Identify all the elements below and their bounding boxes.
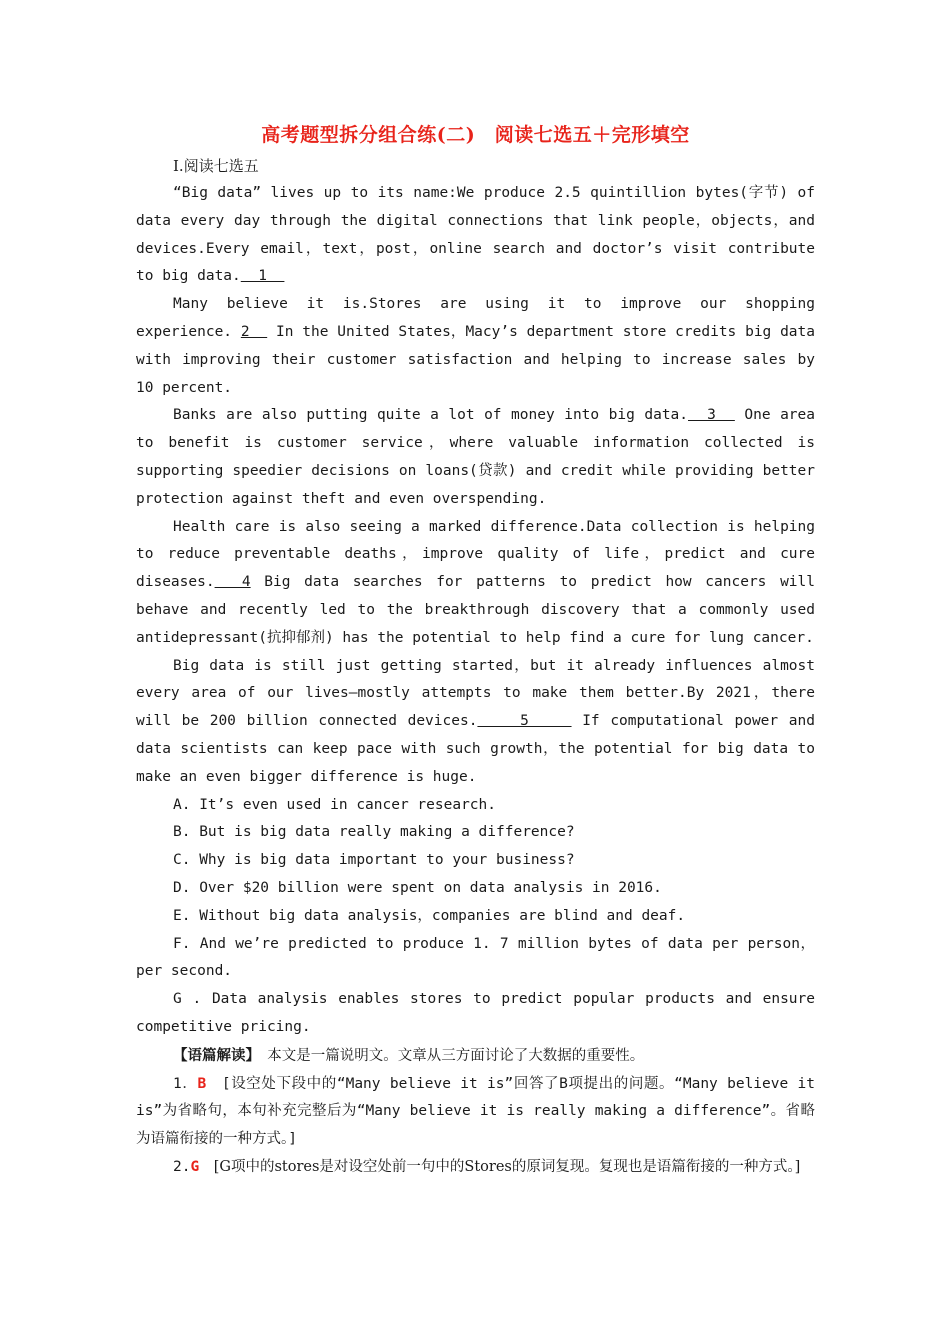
blank-2: 2 <box>240 323 268 340</box>
section-heading: Ⅰ.阅读七选五 <box>173 157 259 175</box>
answer-explanation: [设空处下段中的“Many believe it is”回答了B项提出的问题。“Many believe it is”为省略句，本句补充完整后为“Many believe it is really making a difference”。省略为语篇衔接的一种方式。] <box>136 1075 816 1148</box>
passage-paragraph-2 <box>136 291 815 402</box>
paragraph-text: “Big data” lives up to its name:We produce 2.5 quintillion bytes(字节) of data every day through the digital connections that link people，objects，and devices.Every email，text，post，online search and doctor’s visit contribute to big data. <box>136 185 815 285</box>
answer-1 <box>136 1071 815 1154</box>
answer-letter: G <box>190 1158 200 1175</box>
option-b: B. But is big data really making a difference? <box>173 824 575 841</box>
document-page <box>136 118 815 1182</box>
passage-paragraph-5 <box>136 653 815 792</box>
blank-1: 1 <box>240 268 285 285</box>
analysis-summary <box>136 1042 815 1071</box>
option-a: A. It’s even used in cancer research. <box>173 796 497 813</box>
option-f: F. And we’re predicted to produce 1. 7 million bytes of data per person，per second. <box>136 935 815 980</box>
paragraph-text: Big data is still just getting started，but it already influences almost every area of our lives—mostly attempts to make them better.By 2021，there will be 200 billion connected devices. <box>136 657 815 730</box>
option-e: E. Without big data analysis，companies are blind and deaf. <box>173 907 686 924</box>
analysis-summary-text: 本文是一篇说明文。文章从三方面讨论了大数据的重要性。 <box>252 1047 645 1064</box>
option-d: D. Over $20 billion were spent on data analysis in 2016. <box>173 879 662 896</box>
blank-4: 4 <box>214 574 251 591</box>
blank-3: 3 <box>688 407 735 424</box>
analysis-label: 【语篇解读】 <box>173 1046 253 1064</box>
answer-2 <box>136 1154 815 1182</box>
passage-paragraph-4 <box>136 514 815 653</box>
option-g: G . Data analysis enables stores to predict popular products and ensure competitive pricing. <box>136 991 815 1035</box>
paragraph-text: Banks are also putting quite a lot of money into big data. <box>173 407 689 424</box>
paragraph-text: If computational power and data scientists can keep pace with such growth，the potential for big data to make an even bigger difference is huge. <box>136 713 815 785</box>
paragraph-text: In the United States，Macy’s department store credits big data with improving their customer satisfaction and helping to increase sales by 10 percent. <box>136 323 815 396</box>
paragraph-text: Many believe it is.Stores are using it to improve our shopping experience. <box>136 296 815 340</box>
passage-paragraph-1 <box>136 180 815 291</box>
paragraph-text: One area to benefit is customer service，where valuable information collected is supporting speedier decisions on loans(贷款) and credit while providing better protection against theft and even overspending. <box>136 407 815 507</box>
passage-paragraph-3 <box>136 402 815 513</box>
answer-number: 2. <box>173 1158 191 1175</box>
answer-number: 1． <box>173 1075 198 1092</box>
answer-letter: B <box>197 1075 207 1092</box>
paragraph-text: Big data searches for patterns to predict how cancers will behave and recently led to the breakthrough discovery that a commonly used antidepressant(抗抑郁剂) has the potential to help find a cure for lung cancer. <box>136 574 815 646</box>
page-title: 高考题型拆分组合练(二) 阅读七选五＋完形填空 <box>261 124 690 146</box>
paragraph-text: Health care is also seeing a marked difference.Data collection is helping to reduce preventable deaths，improve quality of life，predict and cure diseases. <box>136 518 815 591</box>
option-c: C. Why is big data important to your business? <box>173 852 575 869</box>
answer-explanation: [G项中的stores是对设空处前一句中的Stores的原词复现。复现也是语篇衔接的一种方式。] <box>199 1158 801 1175</box>
blank-5: 5 <box>477 713 572 730</box>
